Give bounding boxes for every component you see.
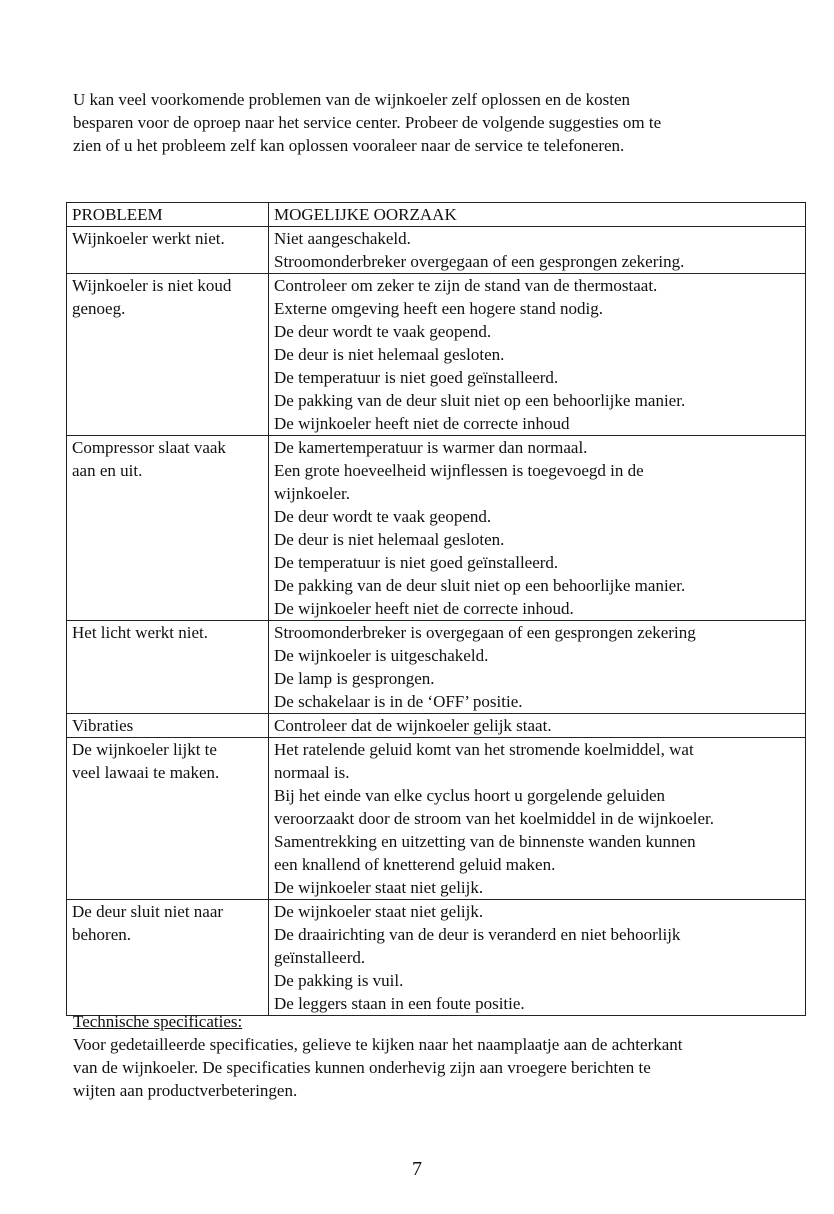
problem-text: Wijnkoeler is niet koud	[72, 276, 232, 295]
cause-text: normaal is.	[274, 763, 350, 782]
cause-text: Externe omgeving heeft een hogere stand nodig.	[274, 299, 604, 318]
header-problem: PROBLEEM	[67, 203, 269, 227]
table-row	[67, 900, 806, 1016]
page-number: 7	[412, 1158, 422, 1180]
problem-cell	[67, 738, 269, 900]
problem-text: veel lawaai te maken.	[72, 763, 220, 782]
cause-text: De deur is niet helemaal gesloten.	[274, 530, 505, 549]
problem-text: Vibraties	[72, 716, 134, 735]
problem-cell	[67, 621, 269, 714]
table-row	[67, 621, 806, 714]
cause-text: De pakking van de deur sluit niet op een behoorlijke manier.	[274, 391, 686, 410]
specifications-section	[73, 1010, 803, 1102]
problem-cell	[67, 274, 269, 436]
cause-text: geïnstalleerd.	[274, 948, 366, 967]
problem-text: Het licht werkt niet.	[72, 623, 208, 642]
problem-text: Wijnkoeler werkt niet.	[72, 229, 225, 248]
cause-text: De wijnkoeler is uitgeschakeld.	[274, 646, 489, 665]
cause-text: De deur is niet helemaal gesloten.	[274, 345, 505, 364]
table-row	[67, 274, 806, 436]
cause-text: Stroomonderbreker is overgegaan of een gesprongen zekering	[274, 623, 696, 642]
cause-text: De temperatuur is niet goed geïnstalleerd.	[274, 368, 559, 387]
header-cause: MOGELIJKE OORZAAK	[269, 203, 806, 227]
specifications-line: wijten aan productverbeteringen.	[73, 1081, 298, 1100]
table-row	[67, 436, 806, 621]
specifications-title: Technische specificaties:	[73, 1012, 243, 1031]
cause-cell	[269, 621, 806, 714]
table-row	[67, 227, 806, 274]
cause-text: Het ratelende geluid komt van het stromende koelmiddel, wat	[274, 740, 694, 759]
problem-text: De deur sluit niet naar	[72, 902, 224, 921]
problem-cell	[67, 900, 269, 1016]
cause-cell	[269, 436, 806, 621]
cause-text: De deur wordt te vaak geopend.	[274, 507, 492, 526]
table-row	[67, 714, 806, 738]
cause-text: Controleer dat de wijnkoeler gelijk staat.	[274, 716, 552, 735]
cause-cell	[269, 227, 806, 274]
cause-text: veroorzaakt door de stroom van het koelmiddel in de wijnkoeler.	[274, 809, 714, 828]
problem-cell	[67, 436, 269, 621]
table-row	[67, 738, 806, 900]
troubleshooting-table	[66, 202, 806, 1016]
cause-text: Samentrekking en uitzetting van de binnenste wanden kunnen	[274, 832, 696, 851]
cause-cell	[269, 274, 806, 436]
specifications-line: van de wijnkoeler. De specificaties kunnen onderhevig zijn aan vroegere berichten te	[73, 1058, 651, 1077]
problem-text: De wijnkoeler lijkt te	[72, 740, 217, 759]
problem-cell	[67, 227, 269, 274]
cause-text: Bij het einde van elke cyclus hoort u gorgelende geluiden	[274, 786, 666, 805]
problem-text: genoeg.	[72, 299, 126, 318]
cause-text: wijnkoeler.	[274, 484, 351, 503]
cause-text: Stroomonderbreker overgegaan of een gesprongen zekering.	[274, 252, 685, 271]
cause-text: De pakking is vuil.	[274, 971, 404, 990]
table-body	[67, 227, 806, 1016]
intro-paragraph	[73, 88, 773, 157]
problem-cell	[67, 714, 269, 738]
cause-text: De wijnkoeler staat niet gelijk.	[274, 878, 484, 897]
intro-line: U kan veel voorkomende problemen van de wijnkoeler zelf oplossen en de kosten	[73, 90, 631, 109]
cause-text: De draairichting van de deur is veranderd en niet behoorlijk	[274, 925, 681, 944]
cause-text: Controleer om zeker te zijn de stand van de thermostaat.	[274, 276, 658, 295]
cause-text: De schakelaar is in de ‘OFF’ positie.	[274, 692, 523, 711]
intro-line: besparen voor de oproep naar het service center. Probeer de volgende suggesties om te	[73, 113, 662, 132]
cause-text: De wijnkoeler staat niet gelijk.	[274, 902, 484, 921]
cause-text: De deur wordt te vaak geopend.	[274, 322, 492, 341]
table-header-row	[67, 203, 806, 227]
cause-text: De temperatuur is niet goed geïnstalleerd.	[274, 553, 559, 572]
cause-cell	[269, 738, 806, 900]
cause-text: Een grote hoeveelheid wijnflessen is toegevoegd in de	[274, 461, 644, 480]
cause-text: De wijnkoeler heeft niet de correcte inhoud.	[274, 599, 574, 618]
cause-text: De kamertemperatuur is warmer dan normaal.	[274, 438, 588, 457]
problem-text: behoren.	[72, 925, 132, 944]
cause-cell	[269, 714, 806, 738]
cause-text: De leggers staan in een foute positie.	[274, 994, 525, 1013]
problem-text: aan en uit.	[72, 461, 143, 480]
cause-text: Niet aangeschakeld.	[274, 229, 411, 248]
specifications-line: Voor gedetailleerde specificaties, gelieve te kijken naar het naamplaatje aan de achterkant	[73, 1035, 683, 1054]
cause-text: De lamp is gesprongen.	[274, 669, 435, 688]
problem-text: Compressor slaat vaak	[72, 438, 226, 457]
intro-line: zien of u het probleem zelf kan oplossen vooraleer naar de service te telefoneren.	[73, 136, 625, 155]
cause-text: De wijnkoeler heeft niet de correcte inhoud	[274, 414, 570, 433]
cause-text: een knallend of knetterend geluid maken.	[274, 855, 556, 874]
cause-cell	[269, 900, 806, 1016]
cause-text: De pakking van de deur sluit niet op een behoorlijke manier.	[274, 576, 686, 595]
